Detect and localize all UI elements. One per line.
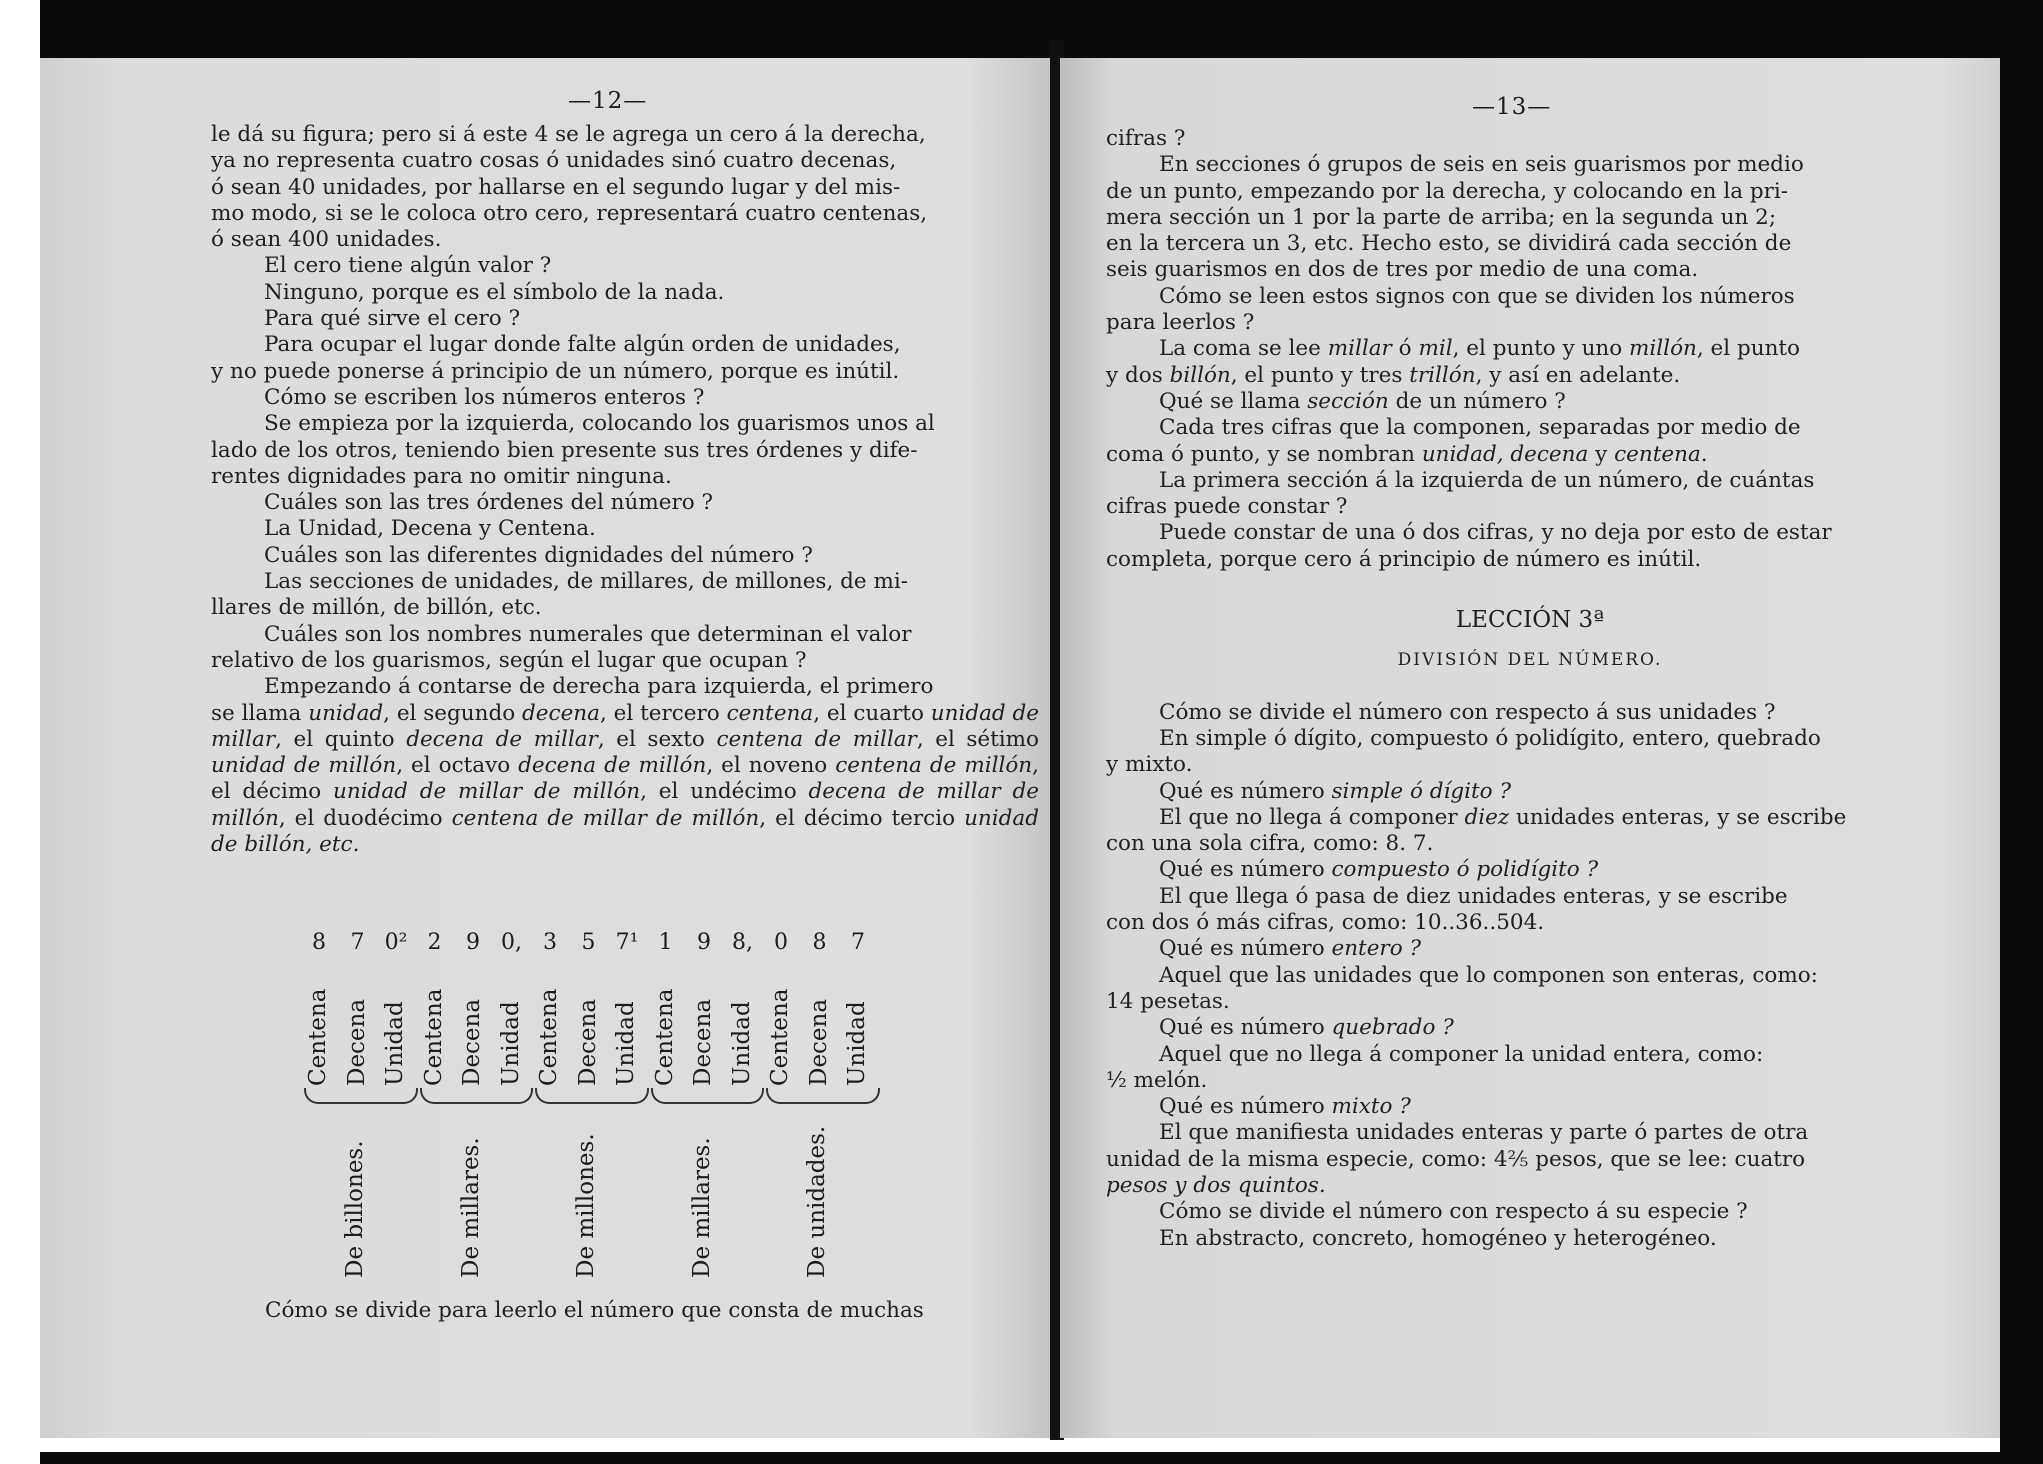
digit: 0² <box>384 930 408 955</box>
left-page <box>40 58 1050 1438</box>
text-line: cifras puede constar ? <box>1106 494 1348 520</box>
digit: 8 <box>312 930 326 955</box>
digit: 0, <box>501 930 522 955</box>
text-line: mera sección un 1 por la parte de arriba; en la segunda un 2; <box>1106 204 1777 230</box>
order-label: Centena <box>420 988 447 1086</box>
text-line: Cuáles son los nombres numerales que determinan el valor <box>264 621 912 647</box>
text-line: con una sola cifra, como: 8. 7. <box>1106 831 1434 857</box>
order-label: Decena <box>343 998 370 1086</box>
text-line: Cómo se leen estos signos con que se dividen los números <box>1159 283 1795 309</box>
billon-line: y dos billón, el punto y tres trillón, y así en adelante. <box>1106 362 1681 388</box>
order-label: Centena <box>651 988 678 1086</box>
digit: 7¹ <box>615 930 639 955</box>
text-line: Las secciones de unidades, de millares, de millones, de mi- <box>264 569 908 595</box>
text-line: En abstracto, concreto, homogéneo y heterogéneo. <box>1159 1225 1717 1251</box>
text-line: La primera sección á la izquierda de un número, de cuántas <box>1159 467 1815 493</box>
text-line: En simple ó dígito, compuesto ó polidígito, entero, quebrado <box>1159 725 1821 751</box>
right-page <box>1060 58 2000 1438</box>
text-line: en la tercera un 3, etc. Hecho esto, se dividirá cada sección de <box>1106 231 1792 257</box>
text-line: Cuáles son las diferentes dignidades del número ? <box>264 542 813 568</box>
section-brace <box>651 1088 765 1104</box>
order-label: Unidad <box>613 1001 639 1086</box>
text-line: y no puede ponerse á principio de un número, porque es inútil. <box>211 358 900 384</box>
text-line: Cada tres cifras que la componen, separadas por medio de <box>1159 415 1801 441</box>
order-label: Unidad <box>844 1001 870 1086</box>
text-line: ó sean 40 unidades, por hallarse en el segundo lugar y del mis- <box>211 174 901 200</box>
text-line: relativo de los guarismos, según el lugar que ocupan ? <box>211 647 807 673</box>
order-label: Decena <box>690 998 716 1086</box>
question-line: Qué es número simple ó dígito ? <box>1159 778 1511 804</box>
section-brace <box>535 1088 649 1104</box>
scan-border-right <box>2000 0 2043 1464</box>
text-line: Puede constar de una ó dos cifras, y no deja por esto de estar <box>1159 520 1832 546</box>
text-line: El cero tiene algún valor ? <box>264 253 552 279</box>
text-line: Ninguno, porque es el símbolo de la nada. <box>264 279 725 305</box>
text-line: Cuáles son las tres órdenes del número ? <box>264 490 714 516</box>
page-number: —13— <box>1472 94 1552 120</box>
order-label: Centena <box>305 988 331 1086</box>
question-line: Qué es número entero ? <box>1159 936 1422 962</box>
order-label: Unidad <box>728 1001 755 1086</box>
text-line: El que llega ó pasa de diez unidades enteras, y se escribe <box>1159 883 1788 909</box>
text-line: le dá su figura; pero si á este 4 se le agrega un cero á la derecha, <box>211 122 926 147</box>
lesson-title: LECCIÓN 3ª <box>1455 607 1605 634</box>
text-line: rentes dignidades para no omitir ninguna. <box>211 463 672 489</box>
section-label: De billones. <box>342 1140 368 1278</box>
section-label: De millares. <box>688 1137 715 1278</box>
text-line: cifras ? <box>1106 126 1186 151</box>
text-line: ya no representa cuatro cosas ó unidades sinó cuatro decenas, <box>211 148 897 174</box>
text-line: ó sean 400 unidades. <box>211 227 442 253</box>
text-line: unidad de la misma especie, como: 4⅖ pesos, que se lee: cuatro <box>1106 1146 1806 1172</box>
text-line: seis guarismos en dos de tres por medio de una coma. <box>1106 257 1699 283</box>
text-line: lado de los otros, teniendo bien presente sus tres órdenes y dife- <box>211 437 918 463</box>
text-line: El que manifiesta unidades enteras y parte ó partes de otra <box>1159 1120 1809 1146</box>
section-brace <box>420 1088 534 1104</box>
text-line: Aquel que no llega á componer la unidad entera, como: <box>1159 1041 1764 1067</box>
text-line: Empezando á contarse de derecha para izquierda, el primero <box>264 674 934 700</box>
order-label: Decena <box>459 998 485 1086</box>
order-label: Unidad <box>382 1001 408 1086</box>
section-label: De millones. <box>573 1133 599 1278</box>
text-line: con dos ó más cifras, como: 10..36..504. <box>1106 910 1545 936</box>
text-line: para leerlos ? <box>1106 310 1255 336</box>
text-line: La Unidad, Decena y Centena. <box>264 516 596 542</box>
text-line: Para qué sirve el cero ? <box>264 306 521 332</box>
digit: 7 <box>350 930 365 955</box>
text-line: Cómo se divide el número con respecto á sus unidades ? <box>1159 699 1776 725</box>
ordinal-paragraph: se llama unidad, el segundo decena, el tercero centena, el cuarto unidad de millar, el quinto decena de millar, el sexto centena de millar, el sétimo unidad de millón, el octavo decena de millón, el noveno centena de millón, el décimo unidad de millar de millón, el undécimo decena de millar de millón, el duodécimo centena de millar de millón, el décimo tercio unidad de billón, etc. <box>211 700 1039 858</box>
text-line: Cómo se escriben los números enteros ? <box>264 384 705 410</box>
page-number: —12— <box>568 88 648 114</box>
order-label: Decena <box>574 998 601 1086</box>
section-label: De unidades. <box>804 1125 830 1278</box>
text-line: 14 pesetas. <box>1106 988 1230 1014</box>
digit: 1 <box>658 930 673 955</box>
lesson-subtitle: DIVISIÓN DEL NÚMERO. <box>1397 650 1663 671</box>
order-label: Unidad <box>497 1001 524 1086</box>
right-page-text <box>1106 126 1954 1252</box>
question-line: Qué es número mixto ? <box>1159 1094 1411 1120</box>
coma-line: La coma se lee millar ó mil, el punto y uno millón, el punto <box>1159 336 1801 362</box>
text-line: En secciones ó grupos de seis en seis guarismos por medio <box>1159 152 1804 178</box>
text-line: pesos y dos quintos. <box>1106 1172 1326 1198</box>
answer-line: El que no llega á componer diez unidades enteras, y se escribe <box>1159 804 1847 830</box>
digit: 2 <box>427 930 442 955</box>
text-line: Se empieza por la izquierda, colocando los guarismos unos al <box>264 411 935 437</box>
coma-punto-line: coma ó punto, y se nombran unidad, decena y centena. <box>1106 441 1708 467</box>
left-page-text <box>211 122 1039 858</box>
scan-border-bottom <box>40 1452 2000 1464</box>
text-line: Cómo se divide el número con respecto á su especie ? <box>1159 1199 1748 1225</box>
text-line: mo modo, si se le coloca otro cero, representará cuatro centenas, <box>211 200 928 226</box>
text-line: completa, porque cero á principio de número es inútil. <box>1106 546 1702 572</box>
section-label: De millares. <box>457 1137 484 1278</box>
final-question-line: Cómo se divide para leerlo el número que consta de muchas <box>265 1298 924 1323</box>
text-line: y mixto. <box>1106 752 1193 778</box>
text-line: Aquel que las unidades que lo componen son enteras, como: <box>1159 962 1818 988</box>
digit: 8, <box>732 930 753 955</box>
section-brace <box>304 1088 418 1104</box>
digit: 3 <box>543 930 557 955</box>
text-line: llares de millón, de billón, etc. <box>211 595 542 621</box>
digit: 9 <box>697 930 711 955</box>
digit: 8 <box>812 930 827 955</box>
digit: 7 <box>851 930 865 955</box>
order-label: Centena <box>767 988 793 1086</box>
text-line: de un punto, empezando por la derecha, y colocando en la pri- <box>1106 178 1789 204</box>
order-label: Decena <box>805 998 832 1086</box>
scan-border-top <box>40 0 2000 62</box>
question-line: Qué es número quebrado ? <box>1159 1015 1454 1041</box>
digit: 0 <box>774 930 788 955</box>
digit: 5 <box>581 930 596 955</box>
order-label: Centena <box>536 988 562 1086</box>
section-brace <box>766 1088 880 1104</box>
question-line: Qué es número compuesto ó polidígito ? <box>1159 857 1599 883</box>
text-line: Para ocupar el lugar donde falte algún orden de unidades, <box>264 332 901 358</box>
digit: 9 <box>466 930 480 955</box>
question-line: Qué se llama sección de un número ? <box>1159 388 1566 414</box>
text-line: ½ melón. <box>1106 1067 1208 1093</box>
